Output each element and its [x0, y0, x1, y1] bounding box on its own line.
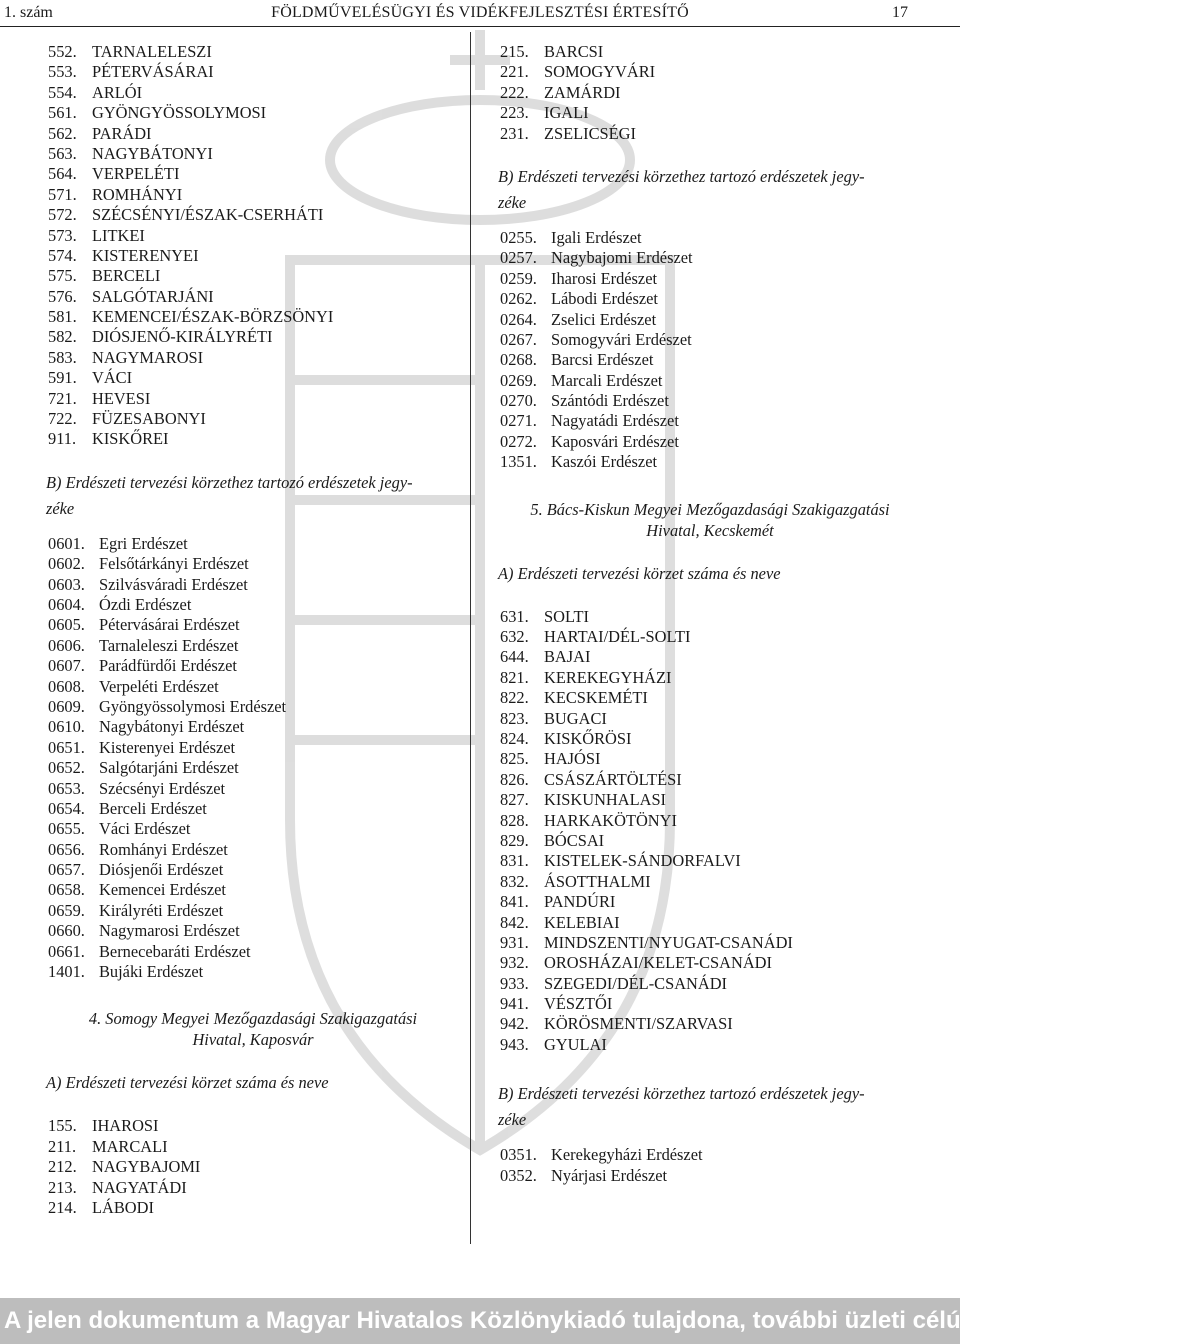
- column-divider: [470, 32, 471, 1244]
- list-item: 942. KÖRÖSMENTI/SZARVASI: [500, 1014, 733, 1034]
- list-item: 831. KISTELEK-SÁNDORFALVI: [500, 851, 741, 871]
- list-item: 215. BARCSI: [500, 42, 604, 61]
- list-item: 832. ÁSOTTHALMI: [500, 871, 651, 891]
- county-office-heading-bacs-kiskun: 5. Bács-Kiskun Megyei Mezőgazdasági Szakigazgatási Hivatal, Kecskemét: [530, 499, 890, 540]
- list-item: 561. GYÖNGYÖSSOLYMOSI: [48, 103, 267, 123]
- list-item: 222. ZAMÁRDI: [500, 82, 621, 102]
- district-list-somogy: [48, 1116, 458, 1218]
- list-item: 722. FÜZESABONYI: [48, 409, 206, 429]
- list-item: 841. PANDÚRI: [500, 892, 616, 912]
- list-item: 933. SZEGEDI/DÉL-CSANÁDI: [500, 973, 728, 993]
- list-item: 842. KELEBIAI: [500, 912, 620, 932]
- list-item: 0658. Kemencei Erdészet: [48, 880, 226, 900]
- section-heading-b: B) Erdészeti tervezési körzethez tartozó erdészetek jegy- zéke: [498, 166, 865, 212]
- section-heading-b: B) Erdészeti tervezési körzethez tartozó erdészetek jegy- zéke: [498, 1084, 865, 1130]
- list-item: 0264. Zselici Erdészet: [500, 309, 657, 329]
- list-item: 562. PARÁDI: [48, 123, 152, 143]
- list-item: 0606. Tarnaleleszi Erdészet: [48, 635, 239, 655]
- list-item: 943. GYULAI: [500, 1034, 607, 1054]
- list-item: 0659. Királyréti Erdészet: [48, 900, 224, 920]
- list-item: 721. HEVESI: [48, 388, 151, 408]
- section-heading-a: A) Erdészeti tervezési körzet száma és neve: [46, 1073, 329, 1093]
- list-item: 0268. Barcsi Erdészet: [500, 350, 654, 370]
- list-item: 0654. Berceli Erdészet: [48, 798, 207, 818]
- list-item: 581. KEMENCEI/ÉSZAK-BÖRZSÖNYI: [48, 307, 334, 327]
- list-item: 631. SOLTI: [500, 606, 589, 626]
- list-item: 213. NAGYATÁDI: [48, 1177, 187, 1197]
- list-item: 221. SOMOGYVÁRI: [500, 62, 656, 82]
- list-item: 0604. Ózdi Erdészet: [48, 594, 192, 614]
- list-item: 214. LÁBODI: [48, 1197, 154, 1217]
- list-item: 0656. Romhányi Erdészet: [48, 839, 228, 859]
- list-item: 822. KECSKEMÉTI: [500, 688, 648, 708]
- list-item: 563. NAGYBÁTONYI: [48, 143, 213, 163]
- list-item: 0610. Nagybátonyi Erdészet: [48, 717, 245, 737]
- list-item: 0272. Kaposvári Erdészet: [500, 431, 679, 451]
- list-item: 0651. Kisterenyei Erdészet: [48, 737, 236, 757]
- list-item: 583. NAGYMAROSI: [48, 347, 204, 367]
- district-list-somogy-cont: [500, 42, 920, 144]
- left-column: [48, 42, 458, 1218]
- district-list-bacs-kiskun: [500, 607, 920, 1056]
- list-item: 0655. Váci Erdészet: [48, 819, 191, 839]
- list-item: 573. LITKEI: [48, 225, 145, 245]
- list-item: 0607. Parádfürdői Erdészet: [48, 656, 237, 676]
- list-item: 941. VÉSZTŐI: [500, 994, 613, 1014]
- list-item: 0602. Felsőtárkányi Erdészet: [48, 554, 249, 574]
- list-item: 564. VERPELÉTI: [48, 164, 180, 184]
- list-item: 231. ZSELICSÉGI: [500, 123, 636, 143]
- list-item: 575. BERCELI: [48, 266, 161, 286]
- list-item: 1401. Bujáki Erdészet: [48, 962, 204, 982]
- list-item: 1351. Kaszói Erdészet: [500, 452, 658, 472]
- list-item: 644. BAJAI: [500, 647, 591, 667]
- forestry-office-list-bacs-kiskun: [500, 1145, 920, 1186]
- list-item: 576. SALGÓTARJÁNI: [48, 286, 214, 306]
- list-item: 0660. Nagymarosi Erdészet: [48, 921, 240, 941]
- list-item: 0653. Szécsényi Erdészet: [48, 778, 226, 798]
- list-item: 0661. Bernecebaráti Erdészet: [48, 941, 251, 961]
- list-item: 931. MINDSZENTI/NYUGAT-CSANÁDI: [500, 932, 793, 952]
- list-item: 828. HARKAKÖTÖNYI: [500, 810, 677, 830]
- list-item: 212. NAGYBAJOMI: [48, 1157, 201, 1177]
- issue-number: 1. szám: [4, 4, 53, 21]
- list-item: 574. KISTERENYEI: [48, 245, 199, 265]
- journal-title: FÖLDMŰVELÉSÜGYI ÉS VIDÉKFEJLESZTÉSI ÉRTESÍTŐ: [271, 4, 689, 21]
- list-item: 0352. Nyárjasi Erdészet: [500, 1165, 668, 1185]
- list-item: 553. PÉTERVÁSÁRAI: [48, 62, 214, 82]
- list-item: 0270. Szántódi Erdészet: [500, 391, 669, 411]
- forestry-office-list-somogy: [500, 228, 920, 473]
- list-item: 0262. Lábodi Erdészet: [500, 289, 658, 309]
- page-number: 17: [892, 4, 908, 21]
- list-item: 211. MARCALI: [48, 1136, 168, 1156]
- list-item: 0257. Nagybajomi Erdészet: [500, 248, 693, 268]
- section-heading-b: B) Erdészeti tervezési körzethez tartozó erdészetek jegy- zéke: [46, 472, 413, 518]
- list-item: 0269. Marcali Erdészet: [500, 370, 663, 390]
- list-item: 827. KISKUNHALASI: [500, 790, 667, 810]
- list-item: 0609. Gyöngyössolymosi Erdészet: [48, 696, 287, 716]
- county-office-heading-somogy: 4. Somogy Megyei Mezőgazdasági Szakigazgatási Hivatal, Kaposvár: [88, 1009, 418, 1050]
- list-item: 911. KISKŐREI: [48, 429, 169, 449]
- list-item: 0605. Pétervásárai Erdészet: [48, 615, 240, 635]
- list-item: 554. ARLÓI: [48, 82, 143, 102]
- page-header: [0, 0, 960, 27]
- list-item: 0255. Igali Erdészet: [500, 227, 642, 247]
- list-item: 0267. Somogyvári Erdészet: [500, 329, 692, 349]
- list-item: 0601. Egri Erdészet: [48, 533, 188, 553]
- list-item: 823. BUGACI: [500, 708, 607, 728]
- list-item: 0657. Diósjenői Erdészet: [48, 860, 224, 880]
- list-item: 0259. Iharosi Erdészet: [500, 268, 658, 288]
- list-item: 632. HARTAI/DÉL-SOLTI: [500, 627, 691, 647]
- list-item: 824. KISKŐRÖSI: [500, 728, 632, 748]
- list-item: 571. ROMHÁNYI: [48, 184, 183, 204]
- list-item: 0351. Kerekegyházi Erdészet: [500, 1145, 703, 1165]
- forestry-office-list-nograd: [48, 534, 458, 983]
- list-item: 825. HAJÓSI: [500, 749, 601, 769]
- list-item: 155. IHAROSI: [48, 1116, 159, 1136]
- list-item: 582. DIÓSJENŐ-KIRÁLYRÉTI: [48, 327, 273, 347]
- section-heading-a: A) Erdészeti tervezési körzet száma és neve: [498, 563, 781, 583]
- right-column: [500, 42, 920, 1186]
- list-item: 0652. Salgótarjáni Erdészet: [48, 758, 239, 778]
- list-item: 552. TARNALELESZI: [48, 42, 212, 61]
- list-item: 0603. Szilvásváradi Erdészet: [48, 574, 248, 594]
- list-item: 829. BÓCSAI: [500, 830, 605, 850]
- list-item: 572. SZÉCSÉNYI/ÉSZAK-CSERHÁTI: [48, 205, 324, 225]
- list-item: 826. CSÁSZÁRTÖLTÉSI: [500, 769, 682, 789]
- copyright-footer: A jelen dokumentum a Magyar Hivatalos Közlönykiadó tulajdona, további üzleti célú felhasználása tilos!: [0, 1298, 960, 1344]
- list-item: 932. OROSHÁZAI/KELET-CSANÁDI: [500, 953, 772, 973]
- list-item: 821. KEREKEGYHÁZI: [500, 667, 672, 687]
- list-item: 0271. Nagyatádi Erdészet: [500, 411, 679, 431]
- list-item: 0608. Verpeléti Erdészet: [48, 676, 219, 696]
- district-list-nograd: [48, 42, 458, 450]
- list-item: 223. IGALI: [500, 103, 589, 123]
- list-item: 591. VÁCI: [48, 368, 133, 388]
